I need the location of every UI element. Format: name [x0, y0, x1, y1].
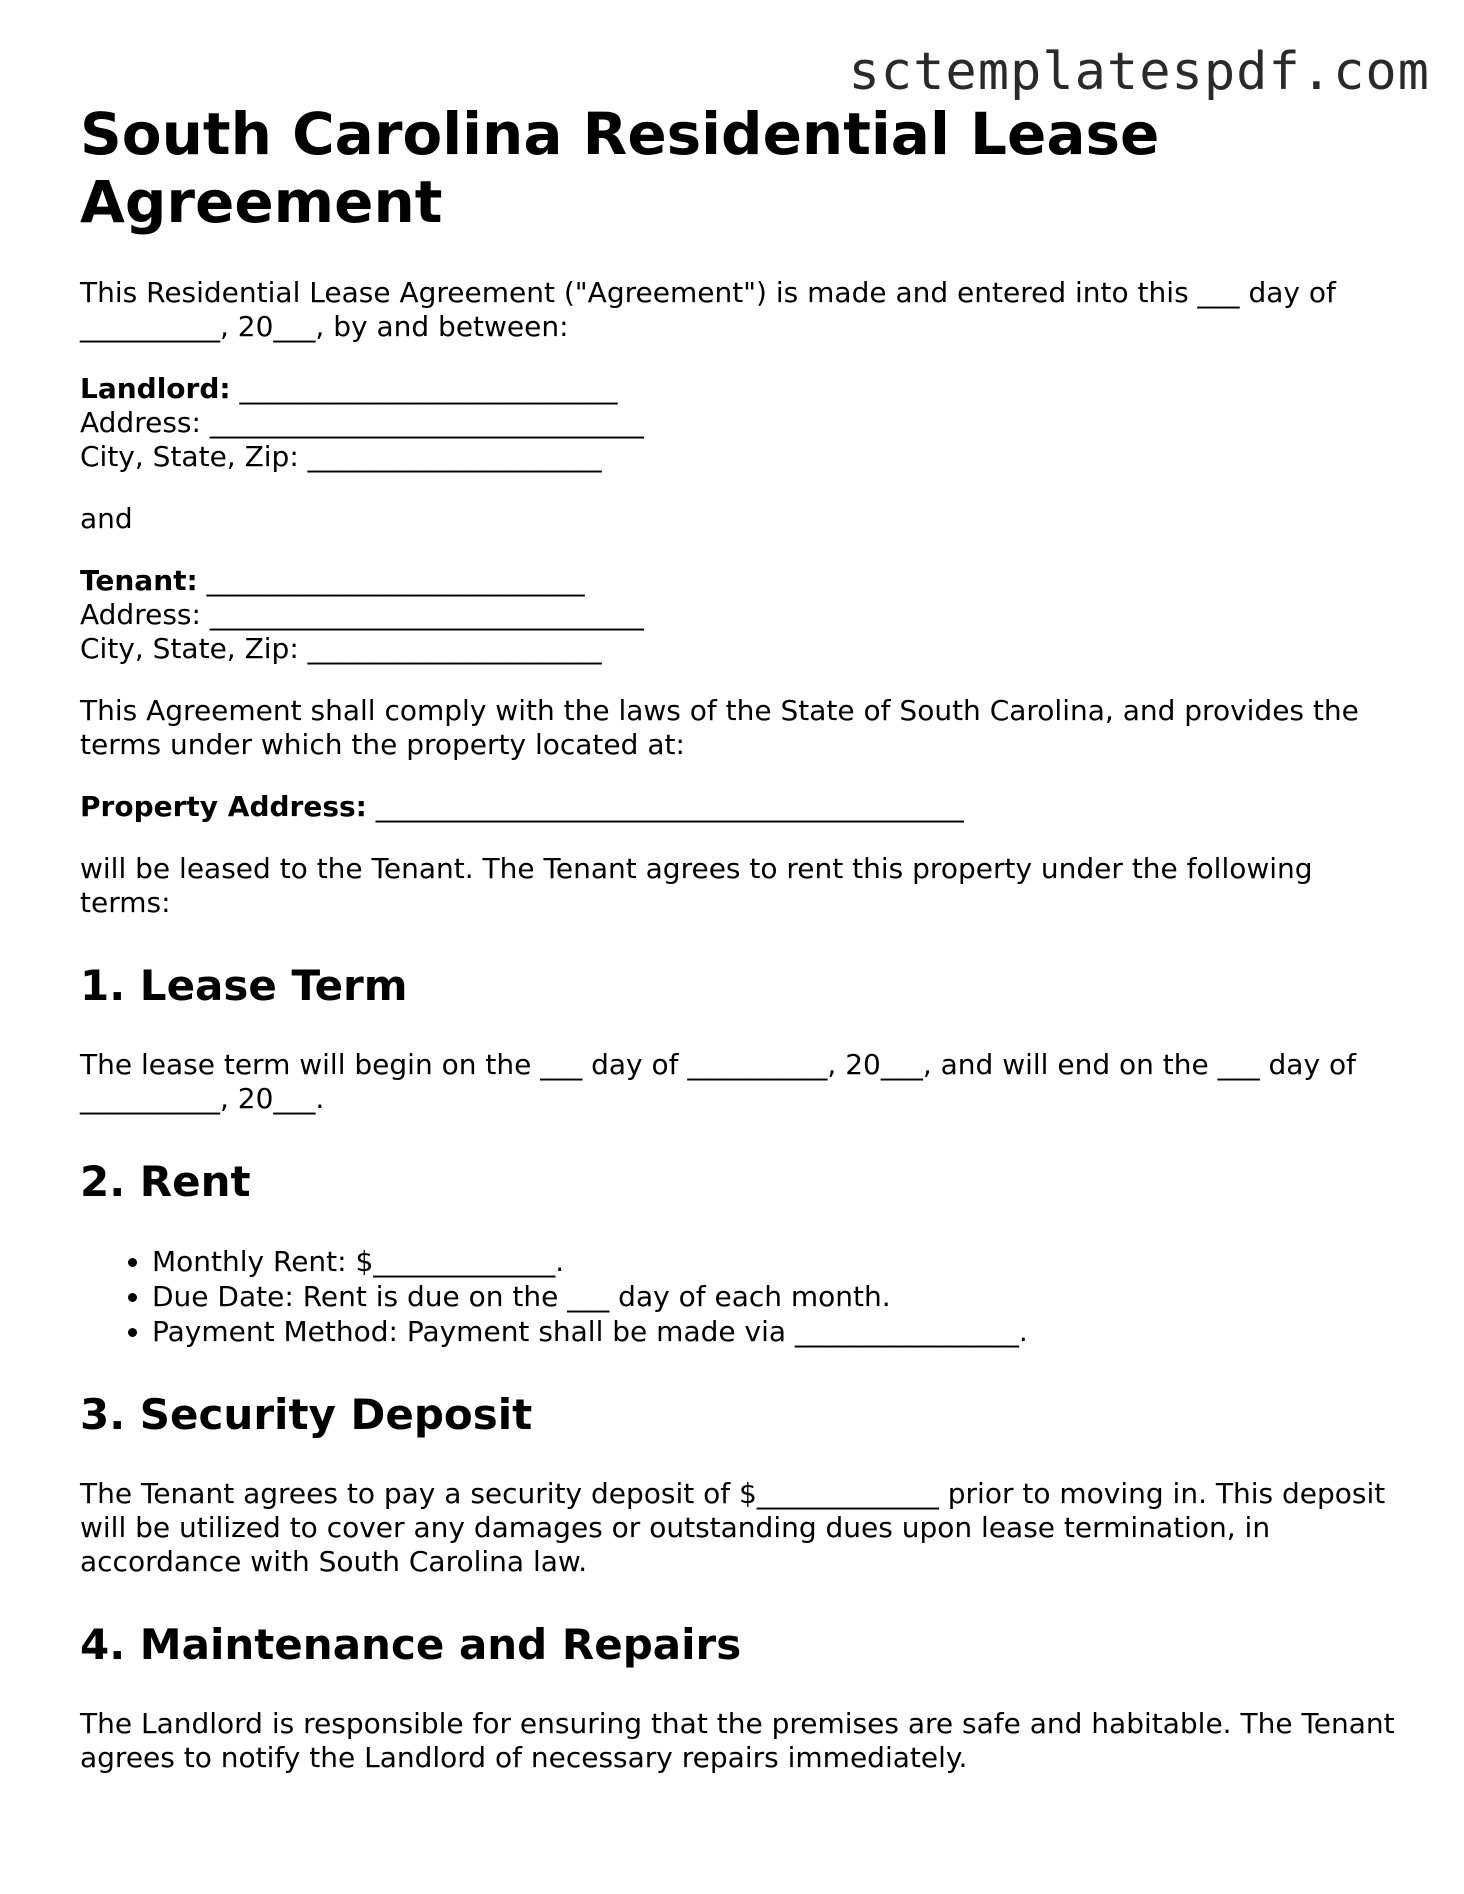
- section-security-deposit-heading: 3. Security Deposit: [80, 1390, 533, 1439]
- tenant-name-line: [80, 564, 1400, 598]
- intro-paragraph: This Residential Lease Agreement ("Agreement") is made and entered into this ___ day of __________, 20___, by and between:: [80, 276, 1336, 343]
- landlord-label: Landlord:: [80, 372, 231, 405]
- landlord-name-blank: ___________________________: [230, 372, 618, 405]
- landlord-city-line: City, State, Zip: _____________________: [80, 440, 602, 473]
- landlord-name-line: [80, 372, 1400, 406]
- rent-item-due-date: • Due Date: Rent is due on the ___ day of each month.: [152, 1279, 1400, 1314]
- section-maintenance-heading: 4. Maintenance and Repairs: [80, 1620, 742, 1669]
- site-watermark: sctemplatespdf.com: [848, 42, 1430, 102]
- section-rent-heading: 2. Rent: [80, 1157, 251, 1206]
- tenant-address-line: Address: _______________________________: [80, 598, 644, 631]
- lease-document: [80, 100, 1400, 1803]
- document-title: South Carolina Residential Lease Agreement: [80, 100, 1160, 236]
- tenant-label: Tenant:: [80, 564, 198, 597]
- property-address-blank: __________________________________________: [366, 790, 964, 823]
- section-maintenance-body: The Landlord is responsible for ensuring that the premises are safe and habitable. The Tenant agrees to notify the Landlord of necessary repairs immediately.: [80, 1707, 1395, 1774]
- section-lease-term-heading: 1. Lease Term: [80, 961, 408, 1010]
- tenant-name-blank: ___________________________: [197, 564, 585, 597]
- and-text: and: [80, 502, 133, 535]
- rent-list: [80, 1244, 1400, 1349]
- tenant-block: [80, 564, 1400, 666]
- landlord-block: [80, 372, 1400, 474]
- comply-paragraph: This Agreement shall comply with the laws of the State of South Carolina, and provides the terms under which the property located at:: [80, 694, 1359, 761]
- leased-paragraph: will be leased to the Tenant. The Tenant agrees to rent this property under the following terms:: [80, 852, 1313, 919]
- property-address-label: Property Address:: [80, 790, 367, 823]
- property-address-line: [80, 790, 1400, 824]
- landlord-address-line: Address: _______________________________: [80, 406, 644, 439]
- rent-item-monthly: • Monthly Rent: $_____________.: [152, 1244, 1400, 1279]
- section-security-deposit-body: The Tenant agrees to pay a security deposit of $_____________ prior to moving in. This deposit will be utilized to cover any damages or outstanding dues upon lease termination, in accordance with South Carolina law.: [80, 1477, 1386, 1578]
- section-lease-term-body: The lease term will begin on the ___ day of __________, 20___, and will end on the ___ day of __________, 20___.: [80, 1048, 1356, 1115]
- tenant-city-line: City, State, Zip: _____________________: [80, 632, 602, 665]
- rent-item-payment-method: • Payment Method: Payment shall be made via ________________.: [152, 1314, 1400, 1349]
